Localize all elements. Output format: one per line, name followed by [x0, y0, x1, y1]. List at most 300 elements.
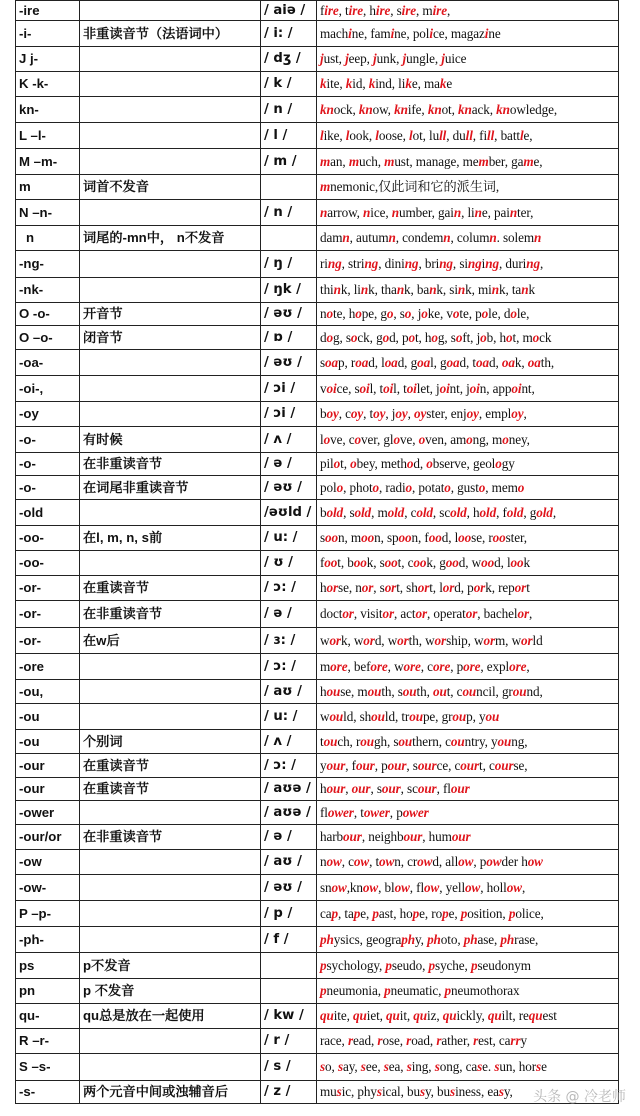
examples-cell — [317, 376, 619, 402]
highlighted-letters: s — [383, 1059, 389, 1074]
ipa-cell: / aiə / — [261, 1, 317, 21]
pattern-cell: -oo- — [16, 526, 80, 551]
pattern-cell: -ph- — [16, 927, 80, 953]
highlighted-letters: o — [480, 329, 487, 345]
highlighted-letters: ou — [402, 683, 417, 699]
example-text: thern, c — [412, 733, 451, 749]
example-text: b — [320, 504, 327, 520]
pattern-cell: -or- — [16, 601, 80, 628]
highlighted-letters: or — [384, 580, 397, 595]
ipa-cell: / p / — [261, 901, 317, 927]
example-text: ne, fam — [351, 25, 391, 41]
highlighted-letters: o — [355, 306, 362, 321]
example-text: ungle, — [406, 51, 442, 66]
example-text: ven, am — [425, 431, 467, 447]
note-cell: p不发音 — [80, 953, 261, 979]
highlighted-letters: our — [381, 781, 401, 796]
example-text: e — [446, 76, 453, 91]
example-text: , expl — [480, 658, 510, 674]
example-text: h — [320, 683, 327, 699]
table-row — [16, 251, 619, 278]
highlighted-letters: ph — [401, 931, 416, 947]
example-text: k, g — [426, 555, 446, 570]
highlighted-letters: o — [354, 431, 361, 447]
example-text: , visit — [353, 606, 383, 621]
example-text: e. — [482, 1059, 495, 1074]
example-text: , j — [385, 406, 396, 421]
example-text: , s — [393, 306, 405, 321]
highlighted-letters: ou — [452, 708, 467, 724]
examples-cell — [317, 730, 619, 754]
example-text: , phot — [343, 479, 373, 495]
pattern-cell: -o- — [16, 476, 80, 500]
example-text: n, m — [338, 530, 362, 545]
highlighted-letters: oa — [501, 354, 515, 370]
example-text: ,kn — [346, 879, 363, 895]
table-row — [16, 875, 619, 901]
ipa-cell: / n / — [261, 97, 317, 123]
example-text: p, y — [466, 708, 486, 724]
highlighted-letters: o — [386, 306, 394, 321]
ipa-cell: / ŋ / — [261, 251, 317, 278]
highlighted-letters: or — [417, 580, 430, 595]
example-text: d, — [413, 456, 427, 471]
example-text: t, c — [479, 757, 495, 773]
highlighted-letters: m — [523, 153, 534, 169]
example-text: . solem — [496, 230, 535, 245]
example-text: , batt — [494, 127, 520, 143]
examples-cell — [317, 801, 619, 825]
note-cell: 在重读音节 — [80, 778, 261, 801]
highlighted-letters: ow — [326, 854, 342, 869]
note-cell — [80, 1, 261, 21]
highlighted-letters: s — [376, 1084, 382, 1099]
example-text: gh, s — [373, 733, 399, 749]
highlighted-letters: n — [391, 204, 399, 220]
example-text: id, — [352, 76, 369, 91]
examples-cell — [317, 175, 619, 200]
highlighted-letters: ow — [394, 879, 410, 895]
example-text: ot, — [441, 101, 459, 117]
highlighted-letters: ow — [353, 854, 370, 869]
highlighted-letters: k — [439, 76, 447, 91]
pattern-cell: P –p- — [16, 901, 80, 927]
example-text: uch, — [359, 153, 385, 169]
highlighted-letters: n — [474, 204, 482, 220]
example-text: , — [523, 406, 527, 421]
example-text: k, w — [340, 632, 364, 648]
example-text: k, ba — [404, 282, 430, 297]
highlighted-letters: o — [350, 456, 357, 471]
example-text: ilt, re — [501, 1008, 529, 1023]
highlighted-letters: our — [343, 829, 362, 844]
highlighted-letters: o — [502, 431, 509, 447]
note-cell — [80, 654, 261, 680]
example-text: , — [446, 2, 451, 18]
example-text: d, all — [432, 854, 459, 869]
highlighted-letters: o — [326, 329, 333, 345]
examples-cell — [317, 754, 619, 778]
pattern-cell: M –m- — [16, 149, 80, 175]
highlighted-letters: or — [434, 632, 447, 648]
example-text: olice, — [515, 905, 544, 921]
highlighted-letters: o — [418, 431, 426, 447]
highlighted-letters: k — [405, 76, 412, 91]
note-cell: 词尾的-mn中， n不发音 — [80, 226, 261, 251]
highlighted-letters: oa — [417, 354, 431, 370]
example-text: neumothorax — [451, 983, 520, 998]
examples-cell — [317, 97, 619, 123]
highlighted-letters: or — [473, 580, 486, 595]
note-cell: 两个元音中间或浊辅音后 — [80, 1081, 261, 1104]
example-text: , bef — [347, 658, 371, 674]
highlighted-letters: ire — [375, 2, 391, 18]
highlighted-letters: old — [354, 504, 372, 520]
highlighted-letters: oo — [398, 530, 412, 545]
example-text: oose, — [378, 127, 410, 143]
ipa-cell: / aʊə / — [261, 778, 317, 801]
example-text: , gust — [450, 479, 479, 495]
examples-cell — [317, 149, 619, 175]
highlighted-letters: old — [387, 504, 405, 520]
highlighted-letters: or — [521, 632, 533, 648]
highlighted-letters: oo — [428, 530, 442, 545]
example-text: b, h — [486, 329, 507, 345]
example-text: unk, — [376, 51, 403, 66]
ipa-cell: / ɔi / — [261, 376, 317, 402]
highlighted-letters: n — [363, 204, 371, 220]
example-text: ay, — [342, 1059, 361, 1074]
ipa-cell: / ɔ: / — [261, 754, 317, 778]
example-text: syche, — [435, 957, 471, 973]
table-row — [16, 427, 619, 453]
example-text: t, sh — [396, 580, 418, 595]
pattern-cell: -ire — [16, 1, 80, 21]
highlighted-letters: k — [368, 76, 376, 91]
example-text: th, — [416, 683, 433, 699]
highlighted-letters: p — [331, 905, 339, 921]
highlighted-letters: p — [442, 905, 449, 921]
example-text: ter, — [517, 204, 534, 220]
highlighted-letters: ou — [409, 708, 423, 724]
highlighted-letters: ll — [487, 127, 495, 143]
table-row — [16, 500, 619, 526]
highlighted-letters: o — [336, 479, 344, 495]
example-text: an, — [330, 153, 349, 169]
example-text: eep, — [348, 51, 374, 66]
example-text: k, rep — [485, 580, 515, 595]
pattern-cell: -oo- — [16, 551, 80, 576]
note-cell — [80, 149, 261, 175]
table-row — [16, 21, 619, 47]
example-text: , c — [338, 406, 351, 421]
pattern-cell: -oy — [16, 402, 80, 427]
ipa-cell: / ʌ / — [261, 427, 317, 453]
example-text: , s — [343, 504, 355, 520]
table-row — [16, 97, 619, 123]
example-text: ve, — [399, 431, 419, 447]
example-text: h — [320, 580, 327, 595]
highlighted-letters: old — [506, 504, 524, 520]
example-text: , — [552, 504, 557, 520]
ipa-cell: / ɔ: / — [261, 654, 317, 680]
pattern-cell: -oa- — [16, 350, 80, 376]
note-cell — [80, 1029, 261, 1054]
example-text: s — [320, 354, 326, 370]
example-text: e, ro — [419, 905, 443, 921]
example-text: it, — [399, 1008, 414, 1023]
example-text: , p — [374, 757, 388, 773]
example-text: neumonia, — [326, 983, 385, 998]
example-text: t, m — [512, 329, 533, 345]
highlighted-letters: ng — [364, 256, 379, 271]
example-text: iness, ea — [455, 1084, 499, 1099]
table-row — [16, 801, 619, 825]
pattern-cell: -ower — [16, 801, 80, 825]
highlighted-letters: o — [506, 329, 513, 345]
example-text: , c — [341, 854, 354, 869]
example-text: neumatic, — [390, 983, 445, 998]
highlighted-letters: p — [428, 957, 436, 973]
highlighted-letters: p — [372, 905, 379, 921]
highlighted-letters: s — [536, 1059, 542, 1074]
note-cell — [80, 500, 261, 526]
example-text: l, t — [393, 380, 407, 396]
highlighted-letters: n — [396, 282, 405, 297]
example-text: nemonic,仅此词和它的派生词, — [330, 179, 500, 194]
example-text: uice — [444, 51, 467, 66]
highlighted-letters: o — [406, 456, 414, 471]
highlighted-letters: old — [536, 504, 553, 520]
highlighted-letters: oi — [359, 380, 370, 396]
examples-cell — [317, 875, 619, 901]
highlighted-letters: r — [473, 1033, 479, 1048]
table-row — [16, 551, 619, 576]
example-text: umber, gai — [398, 204, 454, 220]
note-cell: 在非重读音节 — [80, 825, 261, 850]
highlighted-letters: ow — [486, 854, 502, 869]
highlighted-letters: qu — [386, 1008, 400, 1023]
highlighted-letters: ng — [467, 256, 482, 271]
example-text: , stri — [341, 256, 365, 271]
example-text: y, — [415, 931, 428, 947]
note-cell — [80, 850, 261, 875]
example-text: mu — [320, 1084, 337, 1099]
example-text: seudonym — [477, 957, 531, 973]
note-cell — [80, 97, 261, 123]
highlighted-letters: o — [372, 479, 380, 495]
examples-cell — [317, 778, 619, 801]
examples-cell — [317, 453, 619, 476]
highlighted-letters: our — [403, 829, 423, 844]
example-text: gy — [501, 456, 515, 471]
highlighted-letters: ore — [370, 658, 388, 674]
example-text: ic, phy — [341, 1084, 377, 1099]
highlighted-letters: or — [363, 632, 375, 648]
ipa-cell: / kw / — [261, 1004, 317, 1029]
example-text: se, m — [340, 683, 368, 699]
examples-cell — [317, 326, 619, 350]
example-text: s — [320, 530, 326, 545]
pattern-cell: O –o- — [16, 326, 80, 350]
highlighted-letters: ow — [424, 879, 440, 895]
ipa-cell: / ɔi / — [261, 402, 317, 427]
highlighted-letters: ou — [367, 683, 382, 699]
example-text: th, — [540, 354, 555, 370]
highlighted-letters: m — [478, 153, 489, 169]
pattern-cell: O -o- — [16, 303, 80, 326]
highlighted-letters: our — [326, 781, 346, 796]
example-text: sn — [320, 879, 332, 895]
highlighted-letters: r — [406, 1033, 412, 1048]
example-text: le, d — [488, 306, 511, 321]
example-text: k, ta — [498, 282, 522, 297]
example-text: ysics, geogra — [333, 931, 402, 947]
table-row — [16, 754, 619, 778]
examples-cell — [317, 704, 619, 730]
examples-cell — [317, 500, 619, 526]
highlighted-letters: o — [382, 329, 390, 345]
highlighted-letters: our — [387, 757, 407, 773]
example-text: harb — [320, 829, 344, 844]
example-text: p, r — [338, 354, 356, 370]
highlighted-letters: oa — [325, 354, 339, 370]
example-text: fl — [320, 804, 328, 820]
table-row — [16, 979, 619, 1004]
highlighted-letters: l — [375, 127, 379, 143]
ipa-cell: / u: / — [261, 704, 317, 730]
note-cell: 开音节 — [80, 303, 261, 326]
example-text: est — [542, 1008, 557, 1023]
example-text: der h — [501, 854, 528, 869]
examples-cell — [317, 1004, 619, 1029]
table-row — [16, 601, 619, 628]
highlighted-letters: oo — [353, 555, 367, 570]
highlighted-letters: o — [478, 479, 486, 495]
ipa-cell — [261, 979, 317, 1004]
ipa-cell: / əʊ / — [261, 303, 317, 326]
example-text: se, — [513, 757, 528, 773]
example-text: te, h — [333, 306, 356, 321]
pattern-cell: -ou — [16, 704, 80, 730]
pattern-cell: -or- — [16, 576, 80, 601]
example-text: ne — [488, 25, 501, 41]
highlighted-letters: j — [320, 51, 324, 66]
example-text: pe, gr — [422, 708, 453, 724]
highlighted-letters: oi — [383, 380, 394, 396]
highlighted-letters: p — [508, 905, 516, 921]
example-text: m, w — [495, 632, 521, 648]
highlighted-letters: o — [455, 329, 463, 345]
example-text: l, g — [430, 354, 447, 370]
table-row — [16, 350, 619, 376]
highlighted-letters: old — [416, 504, 433, 520]
example-text: ld — [532, 632, 543, 648]
example-text: , operat — [427, 606, 466, 621]
example-text: , li — [461, 204, 475, 220]
highlighted-letters: m — [320, 153, 331, 169]
highlighted-letters: our — [451, 829, 471, 844]
example-text: b — [320, 406, 327, 421]
examples-cell — [317, 654, 619, 680]
example-text: d, l — [494, 555, 511, 570]
example-text: , bri — [418, 256, 440, 271]
example-text: k, — [514, 354, 528, 370]
highlighted-letters: ph — [427, 931, 441, 947]
examples-cell — [317, 1054, 619, 1081]
example-text: iet, — [366, 1008, 387, 1023]
example-text: ack, — [471, 101, 497, 117]
highlighted-letters: n — [429, 282, 437, 297]
pattern-cell: -ou — [16, 730, 80, 754]
highlighted-letters: s — [477, 1059, 483, 1074]
examples-cell — [317, 680, 619, 704]
ipa-cell: / ʌ / — [261, 730, 317, 754]
example-text: k — [528, 282, 535, 297]
highlighted-letters: ng — [526, 256, 540, 271]
note-cell — [80, 47, 261, 72]
highlighted-letters: old — [479, 504, 497, 520]
ipa-cell: / s / — [261, 1054, 317, 1081]
examples-cell — [317, 1029, 619, 1054]
example-text: n, cr — [394, 854, 418, 869]
highlighted-letters: o — [466, 431, 473, 447]
example-text: ck, g — [357, 329, 383, 345]
highlighted-letters: o — [426, 456, 433, 471]
example-text: ld, tr — [384, 708, 410, 724]
highlighted-letters: s — [498, 1084, 504, 1099]
highlighted-letters: o — [481, 306, 489, 321]
note-cell: 在非重读音节 — [80, 601, 261, 628]
example-text: bserve, geol — [432, 456, 496, 471]
example-text: , fl — [409, 879, 425, 895]
example-text: oto, — [440, 931, 464, 947]
highlighted-letters: oo — [481, 555, 495, 570]
highlighted-letters: ore — [432, 658, 451, 674]
example-text: ace, — [324, 1033, 348, 1048]
example-text: se, n — [338, 580, 362, 595]
example-text: ck — [539, 329, 552, 345]
example-text: , autum — [349, 230, 389, 245]
example-text: d, g — [397, 354, 418, 370]
highlighted-letters: k — [320, 76, 327, 91]
examples-cell — [317, 476, 619, 500]
example-text: un, hor — [499, 1059, 537, 1074]
example-text: , mem — [485, 479, 518, 495]
highlighted-letters: s — [360, 1059, 366, 1074]
example-text: e, — [533, 153, 543, 169]
example-text: seudo, — [391, 957, 429, 973]
example-text: doct — [320, 606, 343, 621]
highlighted-letters: o — [421, 306, 428, 321]
example-text: n — [320, 306, 327, 321]
highlighted-letters: ire — [324, 2, 339, 18]
example-text: dam — [320, 230, 343, 245]
example-text: ind, li — [375, 76, 406, 91]
highlighted-letters: kn — [427, 101, 442, 117]
highlighted-letters: qu — [353, 1008, 367, 1023]
example-text: sychology, — [326, 957, 386, 973]
table-row — [16, 200, 619, 226]
pattern-cell: K -k- — [16, 72, 80, 97]
example-text: ntry, y — [464, 733, 498, 749]
highlighted-letters: o — [333, 456, 341, 471]
example-text: , t — [369, 854, 380, 869]
example-text: ose, — [382, 1033, 407, 1048]
table-row — [16, 376, 619, 402]
example-text: h — [320, 781, 327, 796]
ipa-cell: / dʒ / — [261, 47, 317, 72]
